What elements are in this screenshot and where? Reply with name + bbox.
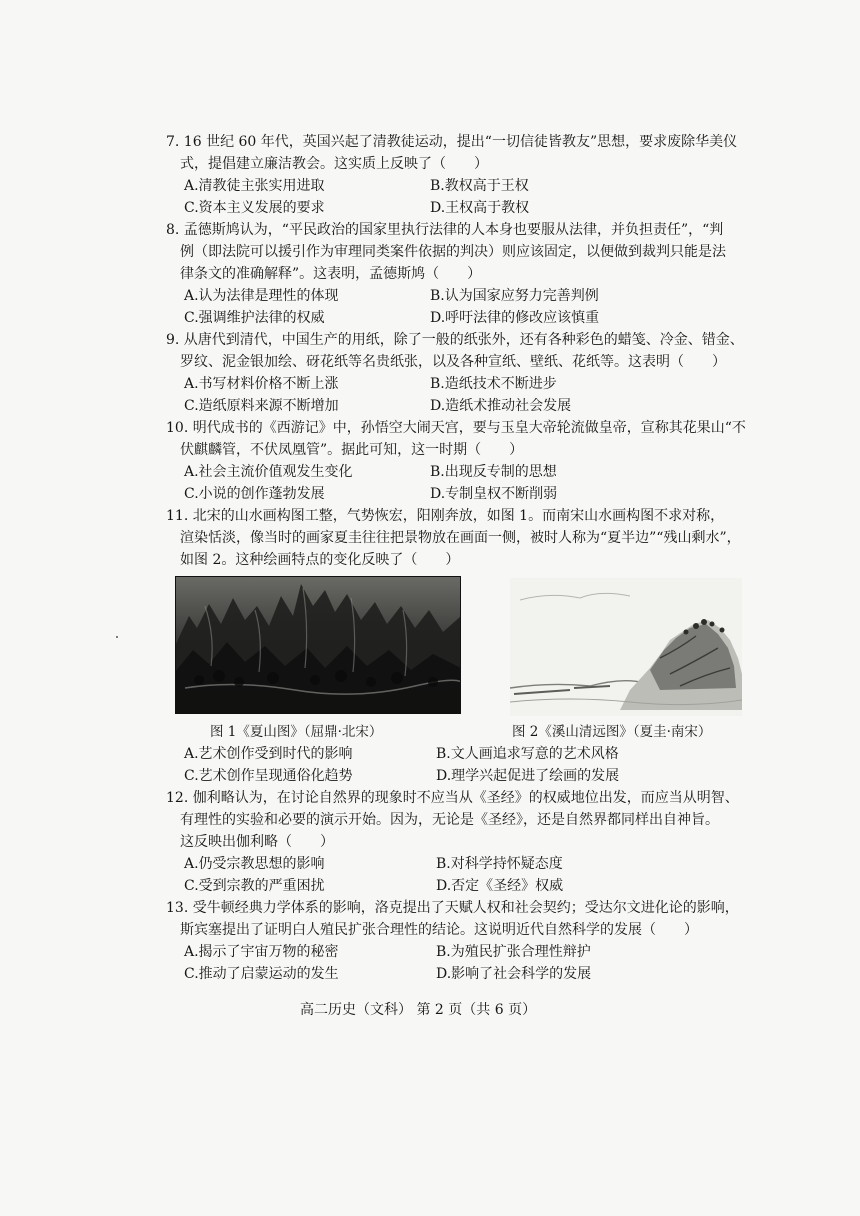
q10-stem-line-2: 伏麒麟管，不伏凤凰管”。据此可知，这一时期（ ） [180,442,524,458]
q10-option-d: D.专制皇权不断削弱 [430,486,558,502]
figure-2-caption: 图 2《溪山清远图》（夏圭·南宋） [512,724,712,740]
q13-stem-line-2: 斯宾塞提出了证明白人殖民扩张合理性的结论。这说明近代自然科学的发展（ ） [180,922,698,938]
q10-stem-line-1: 10. 明代成书的《西游记》中，孙悟空大闹天宫，要与玉皇大帝轮流做皇帝，宣称其花果山“不 [166,420,746,436]
q9-stem-line-2: 罗纹、泥金银加绘、砑花纸等名贵纸张，以及各种宣纸、壁纸、花纸等。这表明（ ） [180,354,726,370]
q11-option-b: B.文人画追求写意的艺术风格 [436,746,619,762]
q13-option-b: B.为殖民扩张合理性辩护 [436,944,591,960]
q10-option-c: C.小说的创作蓬勃发展 [184,486,325,502]
q7-option-b: B.教权高于王权 [430,178,529,194]
q12-option-a: A.仍受宗教思想的影响 [184,856,325,872]
q7-stem-line-1: 7. 16 世纪 60 年代，英国兴起了清教徒运动，提出“一切信徒皆教友”思想，要求废除华美仪 [166,134,738,150]
q11-stem-line-2: 渲染恬淡，像当时的画家夏圭往往把景物放在画面一侧，被时人称为“夏半边”“残山剩水”， [180,530,741,546]
q11-option-c: C.艺术创作呈现通俗化趋势 [184,768,353,784]
figure-1-xiashan-painting [175,576,461,714]
q8-stem-line-1: 8. 孟德斯鸠认为，“平民政治的国家里执行法律的人本身也要服从法律，并负担责任”，“判 [166,222,724,238]
q10-option-a: A.社会主流价值观发生变化 [184,464,353,480]
q7-option-a: A.清教徒主张实用进取 [184,178,325,194]
q12-stem-line-1: 12. 伽利略认为，在讨论自然界的现象时不应当从《圣经》的权威地位出发，而应当从明智、 [166,790,739,806]
figure-2-xishan-qingyuan-painting [510,578,742,716]
figure-1-caption: 图 1《夏山图》（屈鼎·北宋） [210,724,383,740]
q9-option-a: A.书写材料价格不断上涨 [184,376,339,392]
q9-stem-line-1: 9. 从唐代到清代，中国生产的用纸，除了一般的纸张外，还有各种彩色的蜡笺、冷金、错金、 [166,332,744,348]
q8-option-b: B.认为国家应努力完善判例 [430,288,599,304]
q8-option-c: C.强调维护法律的权威 [184,310,325,326]
q11-stem-line-1: 11. 北宋的山水画构图工整，气势恢宏，阳刚奔放，如图 1。而南宋山水画构图不求对称， [166,508,725,524]
q11-stem-line-3: 如图 2。这种绘画特点的变化反映了（ ） [180,552,460,568]
q13-stem-line-1: 13. 受牛顿经典力学体系的影响，洛克提出了天赋人权和社会契约；受达尔文进化论的影响， [166,900,739,916]
q13-option-c: C.推动了启蒙运动的发生 [184,966,339,982]
q12-stem-line-2: 有理性的实验和必要的演示开始。因为，无论是《圣经》，还是自然界都同样出自神旨。 [180,812,719,828]
q8-option-d: D.呼吁法律的修改应该慎重 [430,310,600,326]
q11-option-a: A.艺术创作受到时代的影响 [184,746,353,762]
q13-option-a: A.揭示了宇宙万物的秘密 [184,944,339,960]
q13-option-d: D.影响了社会科学的发展 [436,966,592,982]
q9-option-c: C.造纸原料来源不断增加 [184,398,339,414]
q12-option-c: C.受到宗教的严重困扰 [184,878,325,894]
q9-option-b: B.造纸技术不断进步 [430,376,557,392]
q9-option-d: D.造纸术推动社会发展 [430,398,572,414]
q10-option-b: B.出现反专制的思想 [430,464,557,480]
q12-stem-line-3: 这反映出伽利略（ ） [180,834,334,850]
q7-option-d: D.王权高于教权 [430,200,530,216]
q12-option-b: B.对科学持怀疑态度 [436,856,563,872]
page-footer: 高二历史（文科） 第 2 页（共 6 页） [300,1002,537,1018]
q8-stem-line-2: 例（即法院可以援引作为审理同类案件依据的判决）则应该固定，以便做到裁判只能是法 [180,244,726,260]
q7-option-c: C.资本主义发展的要求 [184,200,325,216]
q8-option-a: A.认为法律是理性的体现 [184,288,339,304]
q7-stem-line-2: 式，提倡建立廉洁教会。这实质上反映了（ ） [180,156,488,172]
q8-stem-line-3: 律条文的准确解释”。这表明，孟德斯鸠（ ） [180,266,482,282]
q11-option-d: D.理学兴起促进了绘画的发展 [436,768,620,784]
scan-speck [116,636,118,638]
q12-option-d: D.否定《圣经》权威 [436,878,564,894]
